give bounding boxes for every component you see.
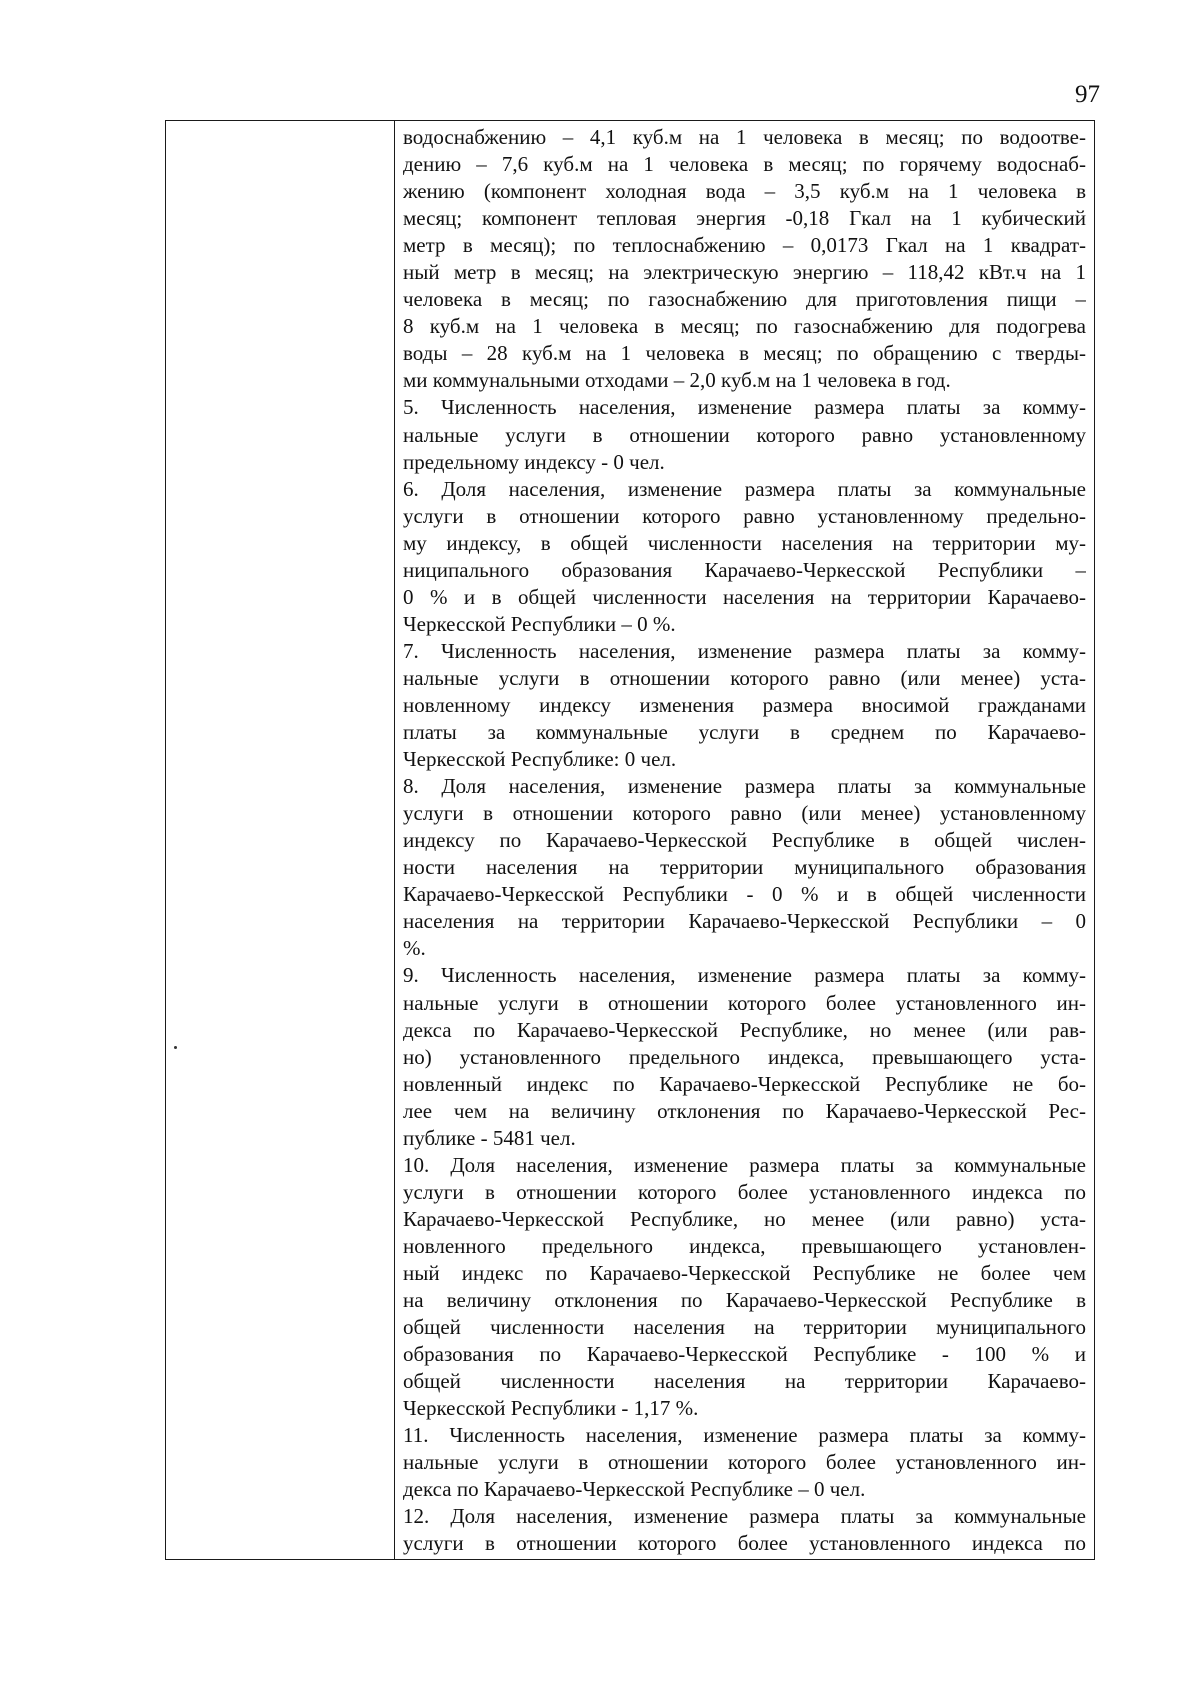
text-line: 8 куб.м на 1 человека в месяц; по газоснабжению для подогрева: [403, 314, 1086, 339]
text-line: 7. Численность населения, изменение размера платы за комму-: [403, 638, 1086, 663]
text-line: ниципального образования Карачаево-Черкесской Республики –: [403, 557, 1086, 582]
text-line: Карачаево-Черкесской Республики - 0 % и в общей численности: [403, 882, 1086, 907]
text-line: платы за коммунальные услуги в среднем по Карачаево-: [403, 720, 1086, 745]
text-line: населения на территории Карачаево-Черкесской Республики – 0: [403, 909, 1086, 934]
page-number: 97: [1075, 81, 1100, 108]
text-line: новленному индексу изменения размера вносимой гражданами: [403, 692, 1086, 717]
text-line: ми коммунальными отходами – 2,0 куб.м на 1 человека в год.: [403, 368, 951, 393]
text-line: услуги в отношении которого равно (или менее) установленному: [403, 801, 1086, 826]
text-line: %.: [403, 936, 426, 961]
text-line: ности населения на территории муниципального образования: [403, 855, 1086, 880]
text-line: месяц; компонент тепловая энергия -0,18 Гкал на 1 кубический: [403, 206, 1086, 231]
text-line: 5. Численность населения, изменение размера платы за комму-: [403, 395, 1086, 420]
text-line: человека в месяц; по газоснабжению для приготовления пищи –: [403, 287, 1086, 312]
text-line: публике - 5481 чел.: [403, 1125, 576, 1150]
text-line: 9. Численность населения, изменение размера платы за комму-: [403, 963, 1086, 988]
text-line: декса по Карачаево-Черкесской Республике – 0 чел.: [403, 1477, 866, 1502]
text-line: Черкесской Республики – 0 %.: [403, 611, 676, 636]
text-line: услуги в отношении которого более установленного индекса по: [403, 1531, 1086, 1556]
text-line: 12. Доля населения, изменение размера платы за коммунальные: [403, 1504, 1086, 1529]
text-line: услуги в отношении которого более установленного индекса по: [403, 1179, 1086, 1204]
text-line: на величину отклонения по Карачаево-Черкесской Республике в: [403, 1288, 1086, 1313]
text-line: 6. Доля населения, изменение размера платы за коммунальные: [403, 476, 1086, 501]
text-line: нальные услуги в отношении которого равно установленному: [403, 422, 1086, 447]
text-line: ный индекс по Карачаево-Черкесской Республике не более чем: [403, 1260, 1086, 1285]
text-line: Карачаево-Черкесской Республике, но менее (или равно) уста-: [403, 1206, 1086, 1231]
document-table: [165, 120, 1095, 1560]
text-line: ный метр в месяц; на электрическую энергию – 118,42 кВт.ч на 1: [403, 260, 1086, 285]
text-line: 10. Доля населения, изменение размера платы за коммунальные: [403, 1152, 1086, 1177]
text-line: Черкесской Республике: 0 чел.: [403, 747, 677, 772]
text-line: индексу по Карачаево-Черкесской Республике в общей числен-: [403, 828, 1086, 853]
text-line: образования по Карачаево-Черкесской Республике - 100 % и: [403, 1342, 1086, 1367]
text-line: 8. Доля населения, изменение размера платы за коммунальные: [403, 774, 1086, 799]
table-left-cell: [166, 121, 395, 1559]
scan-speck: [174, 1046, 177, 1049]
text-line: му индексу, в общей численности населения на территории му-: [403, 530, 1086, 555]
text-line: жению (компонент холодная вода – 3,5 куб.м на 1 человека в: [403, 179, 1086, 204]
text-line: но) установленного предельного индекса, превышающего уста-: [403, 1044, 1086, 1069]
text-line: нальные услуги в отношении которого более установленного ин-: [403, 1450, 1086, 1475]
text-line: лее чем на величину отклонения по Карачаево-Черкесской Рес-: [403, 1098, 1086, 1123]
text-line: Черкесской Республики - 1,17 %.: [403, 1396, 699, 1421]
text-line: 11. Численность населения, изменение размера платы за комму-: [403, 1423, 1086, 1448]
text-line: воды – 28 куб.м на 1 человека в месяц; по обращению с тверды-: [403, 341, 1086, 366]
text-line: нальные услуги в отношении которого более установленного ин-: [403, 990, 1086, 1015]
text-line: предельному индексу - 0 чел.: [403, 449, 665, 474]
text-line: нальные услуги в отношении которого равно (или менее) уста-: [403, 665, 1086, 690]
text-line: 0 % и в общей численности населения на территории Карачаево-: [403, 584, 1086, 609]
text-line: дению – 7,6 куб.м на 1 человека в месяц; по горячему водоснаб-: [403, 152, 1086, 177]
text-line: общей численности населения на территории Карачаево-: [403, 1369, 1086, 1394]
table-right-cell: [395, 121, 1094, 1559]
text-line: метр в месяц); по теплоснабжению – 0,0173 Гкал на 1 квадрат-: [403, 233, 1086, 258]
text-line: новленного предельного индекса, превышающего установлен-: [403, 1233, 1086, 1258]
text-line: декса по Карачаево-Черкесской Республике, но менее (или рав-: [403, 1017, 1086, 1042]
text-line: услуги в отношении которого равно установленному предельно-: [403, 503, 1086, 528]
text-line: новленный индекс по Карачаево-Черкесской Республике не бо-: [403, 1071, 1086, 1096]
text-line: общей численности населения на территории муниципального: [403, 1315, 1086, 1340]
text-line: водоснабжению – 4,1 куб.м на 1 человека в месяц; по водоотве-: [403, 125, 1086, 149]
